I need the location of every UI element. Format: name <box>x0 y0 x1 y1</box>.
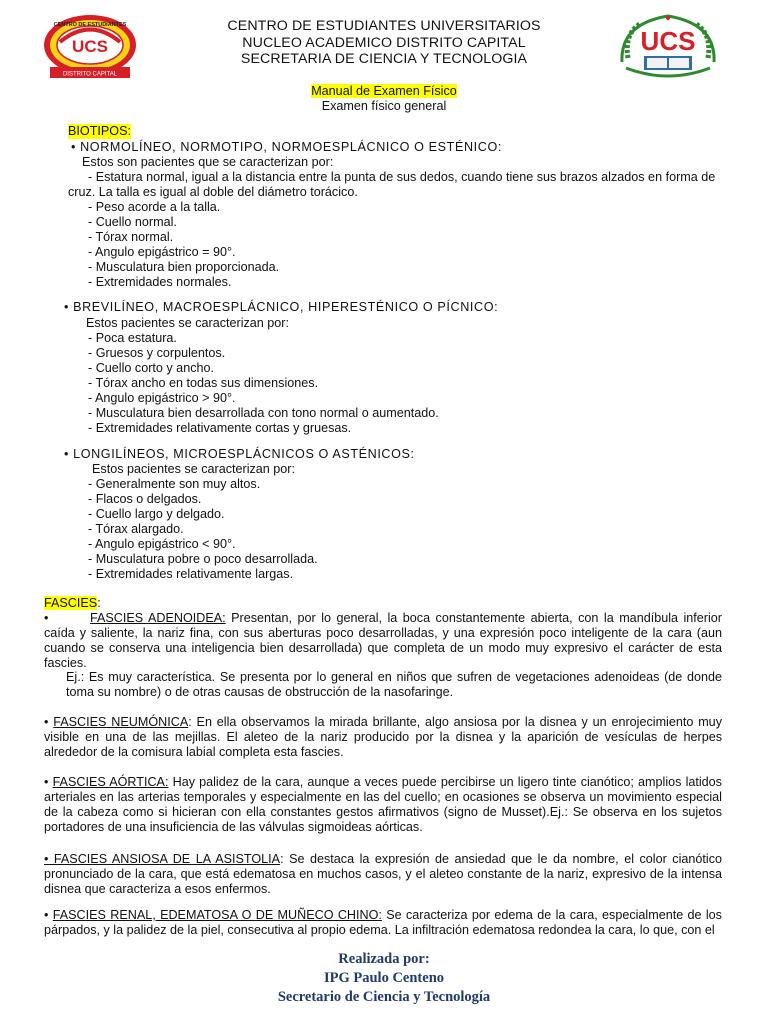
biotipos-heading: BIOTIPOS: <box>68 124 131 138</box>
bullet: • <box>44 908 53 922</box>
document-footer <box>0 950 768 1007</box>
list-item: - Peso acorde a la talla. <box>88 200 221 214</box>
header-line-1: CENTRO DE ESTUDIANTES UNIVERSITARIOS <box>227 18 541 34</box>
normolineo-stature-line2: cruz. La talla es igual al doble del diámetro torácico. <box>68 185 358 199</box>
fascies-ansiosa-text: : Se destaca la expresión de ansiedad que le da nombre, el color cianótico pronunciado de la cara, que está edematosa en muchos casos, y el aleteo constante de la nariz, expresivo de la intensa disnea que caracteriza a esos enfermos. <box>44 852 722 896</box>
fascies-neumonica-text: : En ella observamos la mirada brillante, algo ansiosa por la disnea y un enrojecimiento muy visible en una de las mejillas. El aleteo de la nariz producido por la disnea y la aparición de vesículas de herpes alrededor de la comisura labial completa esta fascies. <box>44 715 722 759</box>
fascies-adenoidea-text: Presentan, por lo general, la boca constantemente abierta, con la mandíbula inferior caída y saliente, la nariz fina, con sus aberturas poco desarrolladas, y una expresión poco inteligente de la cara (aun cuando se conserva una inteligencia bien desarrollada) que completa de un modo muy expresivo el carácter de esta fascies. <box>44 611 722 670</box>
fascies-renal-text: Se caracteriza por edema de la cara, especialmente de los párpados, y la palidez de la piel, consecutiva al propio edema. La infiltración edematosa redondea la cara, lo que, con el <box>44 908 722 937</box>
fascies-renal-paragraph <box>44 908 722 938</box>
list-item: - Extremidades relativamente cortas y gruesas. <box>88 421 352 435</box>
list-item: - Gruesos y corpulentos. <box>88 346 226 360</box>
brevilineo-intro: Estos pacientes se caracterizan por: <box>86 316 290 330</box>
list-item: - Musculatura bien proporcionada. <box>88 260 280 274</box>
fascies-heading <box>44 596 101 611</box>
list-item: - Angulo epigástrico < 90°. <box>88 537 236 551</box>
fascies-aortica-title: FASCIES AÓRTICA: <box>52 775 169 789</box>
footer-line-1: Realizada por: <box>338 951 430 967</box>
header-line-3: SECRETARIA DE CIENCIA Y TECNOLOGIA <box>240 51 528 67</box>
list-item: - Musculatura bien desarrollada con tono normal o aumentado. <box>88 406 439 420</box>
bullet: • <box>44 611 49 625</box>
header-line-2: NUCLEO ACADEMICO DISTRITO CAPITAL <box>242 34 526 51</box>
list-item: - Cuello largo y delgado. <box>88 507 225 521</box>
normolineo-intro: Estos son pacientes que se caracterizan por: <box>82 155 334 169</box>
fascies-aortica-text: Hay palidez de la cara, aunque a veces puede percibirse un ligero tinte cianótico; amplios latidos arteriales en las arterias temporales y especialmente en las del cuello; en ocasiones se observa un movimiento especial de la cabeza como si hicieran con ella constantes gestos afirmativos (signo de Musset).Ej.: Se observa en los sujetos portadores de una insuficiencia de las válvulas sigmoideas aórticas. <box>44 775 722 834</box>
fascies-renal-title: FASCIES RENAL, EDEMATOSA O DE MUÑECO CHINO: <box>52 908 382 922</box>
fascies-heading-colon: : <box>97 596 101 610</box>
bullet: • <box>44 775 53 789</box>
normolineo-stature-line1: - Estatura normal, igual a la distancia entre la punta de sus dedos, cuando tiene sus brazos alzados en forma de <box>88 170 716 184</box>
footer-author: IPG Paulo Centeno <box>323 970 445 986</box>
logo-left-bottom-text: DISTRITO CAPITAL <box>62 71 118 78</box>
list-item: - Extremidades normales. <box>88 275 232 289</box>
fascies-adenoidea-paragraph <box>44 611 722 671</box>
list-item: - Tórax ancho en todas sus dimensiones. <box>88 376 319 390</box>
document-header <box>0 18 768 68</box>
list-item: - Cuello corto y ancho. <box>88 361 214 375</box>
list-item: - Angulo epigástrico = 90°. <box>88 245 236 259</box>
bullet: • <box>44 715 54 729</box>
longilineo-title: • LONGILÍNEOS, MICROESPLÁCNICOS O ASTÉNICOS: <box>64 447 415 461</box>
list-item: - Cuello normal. <box>88 215 177 229</box>
logo-left-top-text: CENTRO DE ESTUDIANTES <box>53 22 127 28</box>
fascies-ansiosa-paragraph <box>44 852 722 897</box>
fascies-neumonica-paragraph <box>44 715 722 760</box>
longilineo-intro: Estos pacientes se caracterizan por: <box>92 462 296 476</box>
fascies-aortica-paragraph <box>44 775 722 835</box>
fascies-heading-text: FASCIES <box>44 596 98 610</box>
fascies-adenoidea-example: Ej.: Es muy característica. Se presenta por lo general en niños que sufren de vegetaciones adenoideas (de donde toma su nombre) o de otras causas de obstrucción de la nasofaringe. <box>66 670 722 699</box>
brevilineo-title: • BREVILÍNEO, MACROESPLÁCNICO, HIPERESTÉNICO O PÍCNICO: <box>64 300 499 314</box>
list-item: - Angulo epigástrico > 90°. <box>88 391 236 405</box>
fascies-ansiosa-title: • FASCIES ANSIOSA DE LA ASISTOLIA <box>44 852 281 866</box>
exam-subtitle: Examen físico general <box>321 99 447 113</box>
list-item: - Musculatura pobre o poco desarrollada. <box>88 552 318 566</box>
manual-title: Manual de Examen Físico <box>311 84 457 98</box>
list-item: - Tórax normal. <box>88 230 174 244</box>
list-item: - Flacos o delgados. <box>88 492 202 506</box>
list-item: - Tórax alargado. <box>88 522 184 536</box>
list-item: - Poca estatura. <box>88 331 177 345</box>
logo-right-ucs-text: UCS <box>640 26 696 56</box>
fascies-adenoidea-title: FASCIES ADENOIDEA: <box>90 611 226 625</box>
logo-left-ucs-text: UCS <box>72 37 108 56</box>
list-item: - Generalmente son muy altos. <box>88 477 261 491</box>
list-item: - Extremidades relativamente largas. <box>88 567 294 581</box>
fascies-neumonica-title: FASCIES NEUMÓNICA <box>53 715 189 729</box>
footer-role: Secretario de Ciencia y Tecnología <box>277 989 491 1005</box>
normolineo-title: • NORMOLÍNEO, NORMOTIPO, NORMOESPLÁCNICO O ESTÉNICO: <box>71 140 502 154</box>
document-subtitle <box>0 84 768 114</box>
